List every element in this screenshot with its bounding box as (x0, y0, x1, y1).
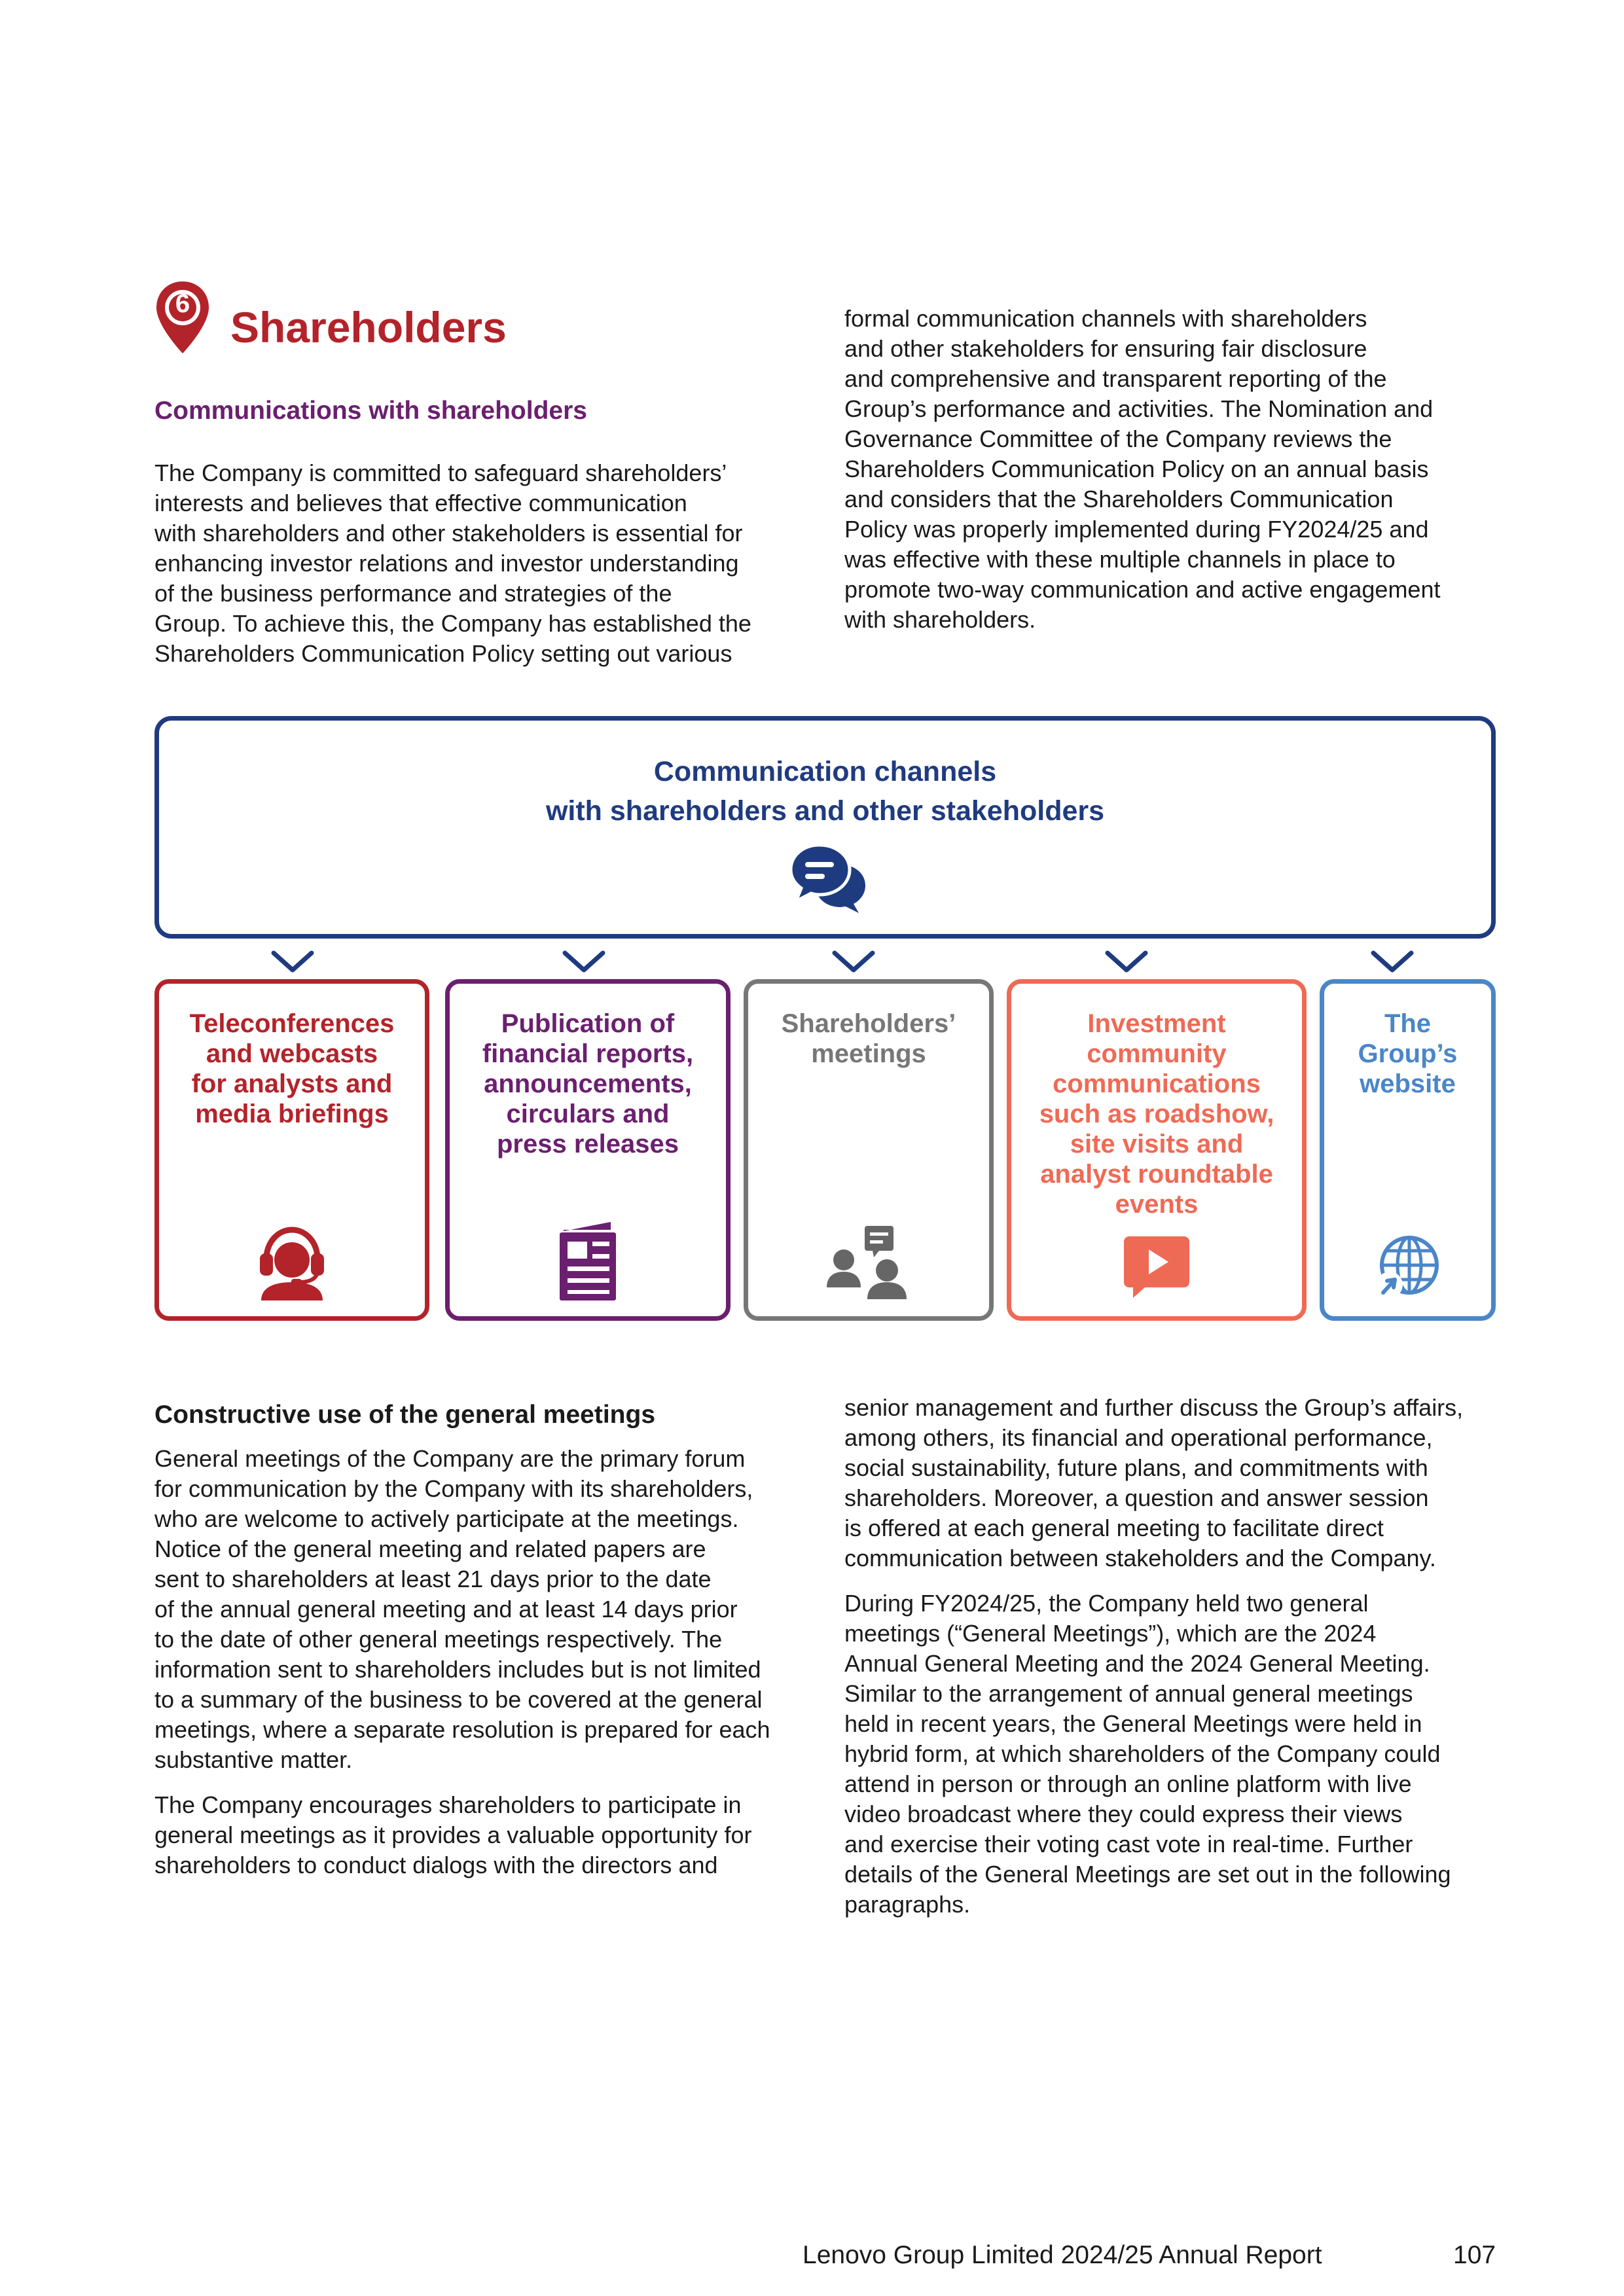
chevron-down-icon (1371, 950, 1414, 974)
channel-publication (445, 979, 731, 1321)
footer-report-name: Lenovo Group Limited 2024/25 Annual Report (803, 2241, 1322, 2269)
section-title: Shareholders (230, 303, 507, 351)
paragraph: The Company encourages shareholders to participate in general meetings as it provides a valuable opportunity for shareholders to conduct dialogs with the directors and (154, 1791, 752, 1878)
meeting-people-icon (824, 1225, 913, 1300)
channel-label: Shareholders’ meetings (781, 1009, 956, 1068)
channel-investment-community (1007, 979, 1307, 1321)
channel-label: Teleconferences and webcasts for analysts and media briefings (189, 1009, 395, 1128)
general-meetings-left-text (154, 1444, 822, 1880)
headset-agent-icon (256, 1225, 328, 1300)
chevron-down-icon (832, 950, 875, 974)
newspaper-icon (557, 1221, 619, 1302)
page-number: 107 (1453, 2241, 1496, 2269)
chat-bubbles-icon (789, 842, 868, 914)
globe-icon (1374, 1232, 1442, 1300)
channels-diagram-header (154, 716, 1496, 939)
video-play-icon (1123, 1235, 1191, 1298)
diagram-title: Communication channels with shareholders and other stakeholders (545, 756, 1105, 827)
chevron-down-icon (271, 950, 314, 974)
general-meetings-right-text (844, 1393, 1525, 1920)
paragraph: senior management and further discuss the Group’s affairs, among others, its financial and operational performance, social sustainability, future plans, and commitments with shareholders. Moreover, a question and answer session is offered at each general meeting to facilitate direct communication between stakeholders and the Company. (844, 1394, 1464, 1571)
section-marker (154, 280, 211, 355)
paragraph: The Company is committed to safeguard shareholders’ interests and believes that effective communication with shareholders and other stakeholders is essential for enhancing investor relations and investor understanding of the business performance and strategies of the Group. To achieve this, the Company has established the Shareholders Communication Policy setting out various (154, 459, 751, 667)
section-number: 6 (175, 289, 190, 318)
channel-website (1320, 979, 1496, 1321)
paragraph: formal communication channels with shareholders and other stakeholders for ensuring fair disclosure and comprehensive and transparent reporting of the Group’s performance and activities. The Nomination and Governance Committee of the Company reviews the Shareholders Communication Policy on an annual basis and considers that the Shareholders Communication Policy was properly implemented during FY2024/25 and was effective with these multiple channels in place to promote two-way communication and active engagement with shareholders. (844, 305, 1441, 633)
chevron-down-icon (562, 950, 605, 974)
paragraph: During FY2024/25, the Company held two general meetings (“General Meetings”), which are the 2024 Annual General Meeting and the 2024 General Meeting. Similar to the arrangement of annual general meetings held in recent years, the General Meetings were held in hybrid form, at which shareholders of the Company could attend in person or through an online platform with live video broadcast where they could express their views and exercise their voting cast vote in real-time. Further details of the General Meetings are set out in the following paragraphs. (844, 1590, 1451, 1918)
paragraph: General meetings of the Company are the primary forum for communication by the Company with its shareholders, who are welcome to actively participate at the meetings. Notice of the general meeting and related papers are sent to shareholders at least 21 days prior to the date of the annual general meeting and at least 14 days prior to the date of other general meetings respectively. The information sent to shareholders includes but is not limited to a summary of the business to be covered at the general meetings, where a separate resolution is prepared for each substantive matter. (154, 1445, 770, 1773)
general-meetings-heading: Constructive use of the general meetings (154, 1401, 656, 1429)
channel-label: Publication of financial reports, announcements, circulars and press releases (482, 1009, 694, 1158)
comms-left-text (154, 458, 816, 669)
channel-label: Investment community communications such as roadshow, site visits and analyst roundtable events (1039, 1009, 1274, 1219)
channel-shareholders-meetings (744, 979, 994, 1321)
channel-teleconferences (154, 979, 429, 1321)
comms-heading: Communications with shareholders (154, 397, 587, 425)
chevron-down-icon (1105, 950, 1148, 974)
comms-right-text (844, 304, 1512, 635)
channel-label: The Group’s website (1358, 1009, 1458, 1098)
